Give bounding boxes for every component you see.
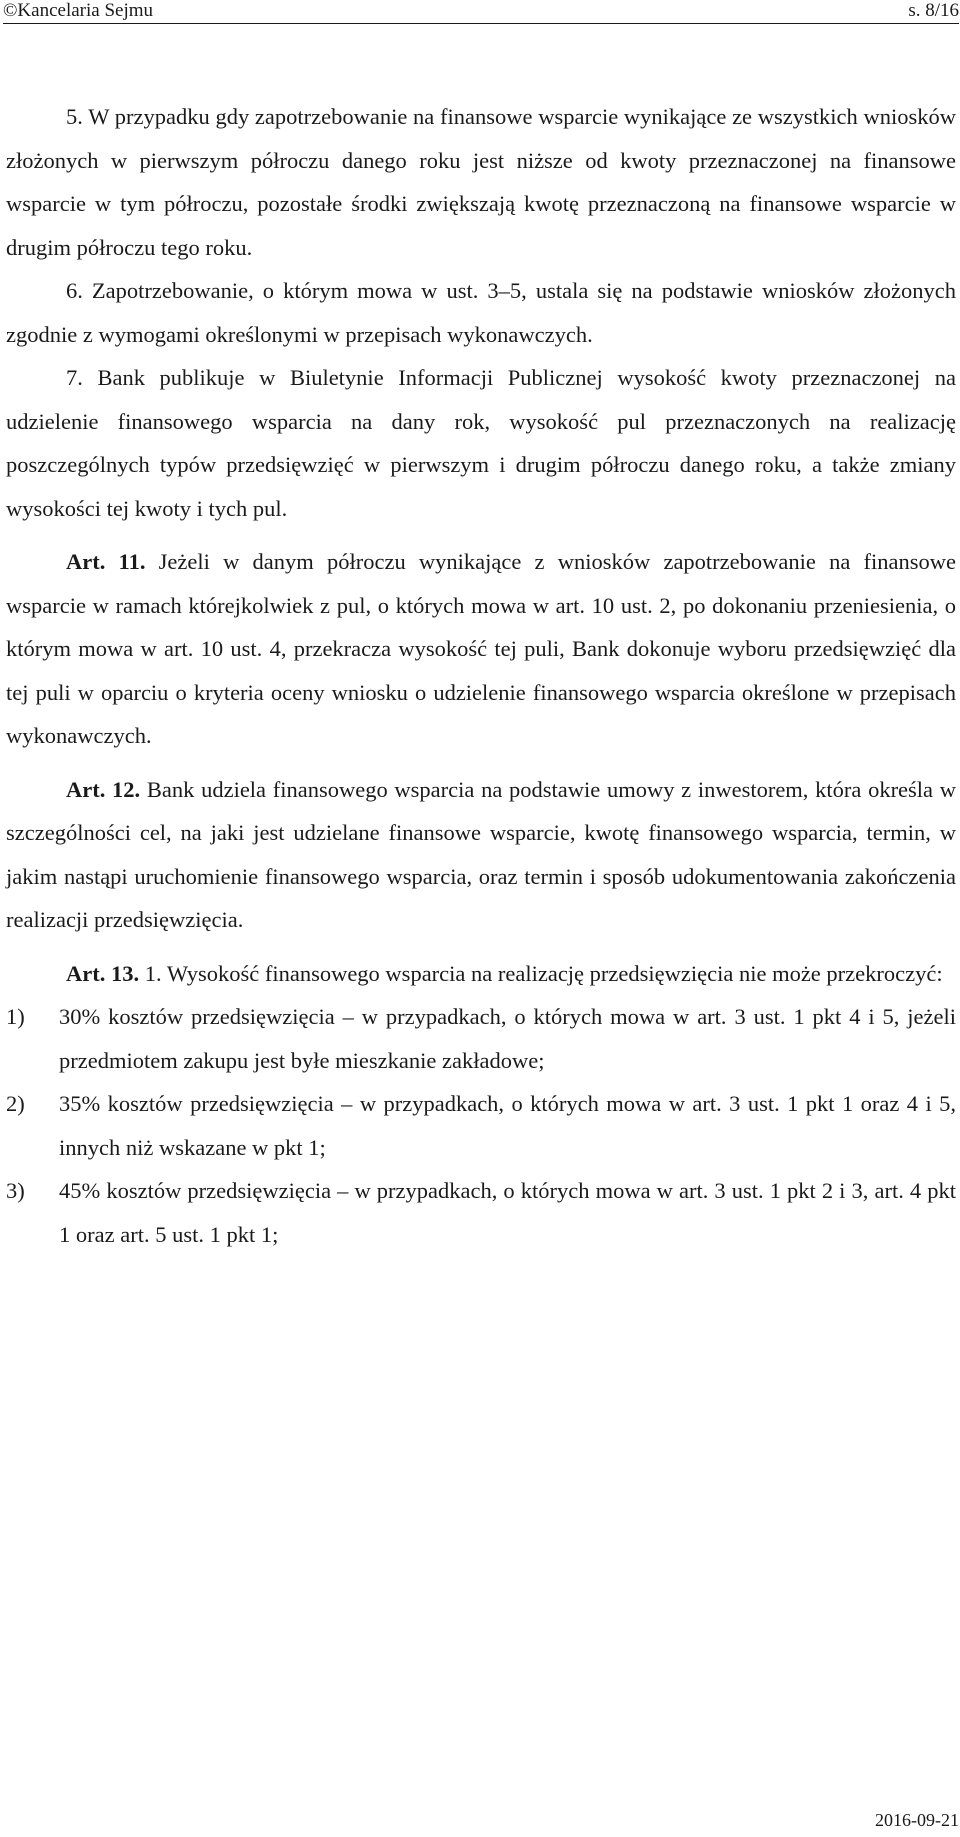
point-text: 35% kosztów przedsięwzięcia – w przypadkach, o których mowa w art. 3 ust. 1 pkt 1 oraz 4 i 5, innych niż wskazane w pkt 1; bbox=[59, 1091, 956, 1160]
footer-date: 2016-09-21 bbox=[875, 1810, 959, 1830]
point-number: 1) bbox=[6, 1004, 25, 1029]
article-12-text: Bank udziela finansowego wsparcia na podstawie umowy z inwestorem, która określa w szczególności cel, na jaki jest udzielane finansowe wsparcie, kwotę finansowego wsparcia, termin, w jakim nastąpi uruchomienie finansowego wsparcia, oraz termin i sposób udokumentowania zakończenia realizacji przedsięwzięcia. bbox=[6, 776, 956, 932]
header-page-number: s. 8/16 bbox=[908, 0, 959, 21]
paragraph-ust-7: 7. Bank publikuje w Biuletynie Informacji Publicznej wysokość kwoty przeznaczonej na udzielenie finansowego wsparcia na dany rok, wysokość pul przeznaczonych na realizację poszczególnych typów przedsięwzięć w pierwszym i drugim półroczu danego roku, a także zmiany wysokości tej kwoty i tych pul. bbox=[6, 365, 956, 521]
article-12-label: Art. 12. bbox=[66, 776, 141, 802]
point-number: 2) bbox=[6, 1091, 25, 1116]
article-11 bbox=[6, 540, 956, 758]
point-text: 30% kosztów przedsięwzięcia – w przypadkach, o których mowa w art. 3 ust. 1 pkt 4 i 5, jeżeli przedmiotem zakupu jest byłe mieszkanie zakładowe; bbox=[59, 1004, 956, 1073]
point-number: 3) bbox=[6, 1178, 25, 1203]
list-item bbox=[6, 1082, 956, 1169]
document-body bbox=[6, 95, 956, 1256]
article-13-label: Art. 13. bbox=[66, 960, 140, 986]
page-header bbox=[3, 0, 959, 24]
header-copyright: ©Kancelaria Sejmu bbox=[3, 0, 154, 21]
header-divider bbox=[3, 23, 959, 24]
article-11-label: Art. 11. bbox=[66, 549, 146, 574]
article-13-points bbox=[6, 995, 956, 1256]
list-item bbox=[6, 1169, 956, 1256]
article-11-text: Jeżeli w danym półroczu wynikające z wniosków zapotrzebowanie na finansowe wsparcie w ramach którejkolwiek z pul, o których mowa w art. 10 ust. 2, po dokonaniu przeniesienia, o którym mowa w art. 10 ust. 4, przekracza wysokość tej puli, Bank dokonuje wyboru przedsięwzięć dla tej puli w oparciu o kryteria oceny wniosku o udzielenie finansowego wsparcia określone w przepisach wykonawczych. bbox=[6, 549, 956, 748]
point-text: 45% kosztów przedsięwzięcia – w przypadkach, o których mowa w art. 3 ust. 1 pkt 2 i 3, art. 4 pkt 1 oraz art. 5 ust. 1 pkt 1; bbox=[59, 1178, 956, 1247]
article-12 bbox=[6, 768, 956, 942]
list-item bbox=[6, 995, 956, 1082]
paragraph-ust-5: 5. W przypadku gdy zapotrzebowanie na finansowe wsparcie wynikające ze wszystkich wniosków złożonych w pierwszym półroczu danego roku jest niższe od kwoty przeznaczonej na finansowe wsparcie w tym półroczu, pozostałe środki zwiększają kwotę przeznaczoną na finansowe wsparcie w drugim półroczu tego roku. bbox=[6, 104, 956, 260]
article-13 bbox=[6, 952, 956, 996]
paragraph-ust-6: 6. Zapotrzebowanie, o którym mowa w ust. 3–5, ustala się na podstawie wniosków złożonych zgodnie z wymogami określonymi w przepisach wykonawczych. bbox=[6, 278, 956, 347]
article-13-text: 1. Wysokość finansowego wsparcia na realizację przedsięwzięcia nie może przekroczyć: bbox=[139, 960, 943, 986]
